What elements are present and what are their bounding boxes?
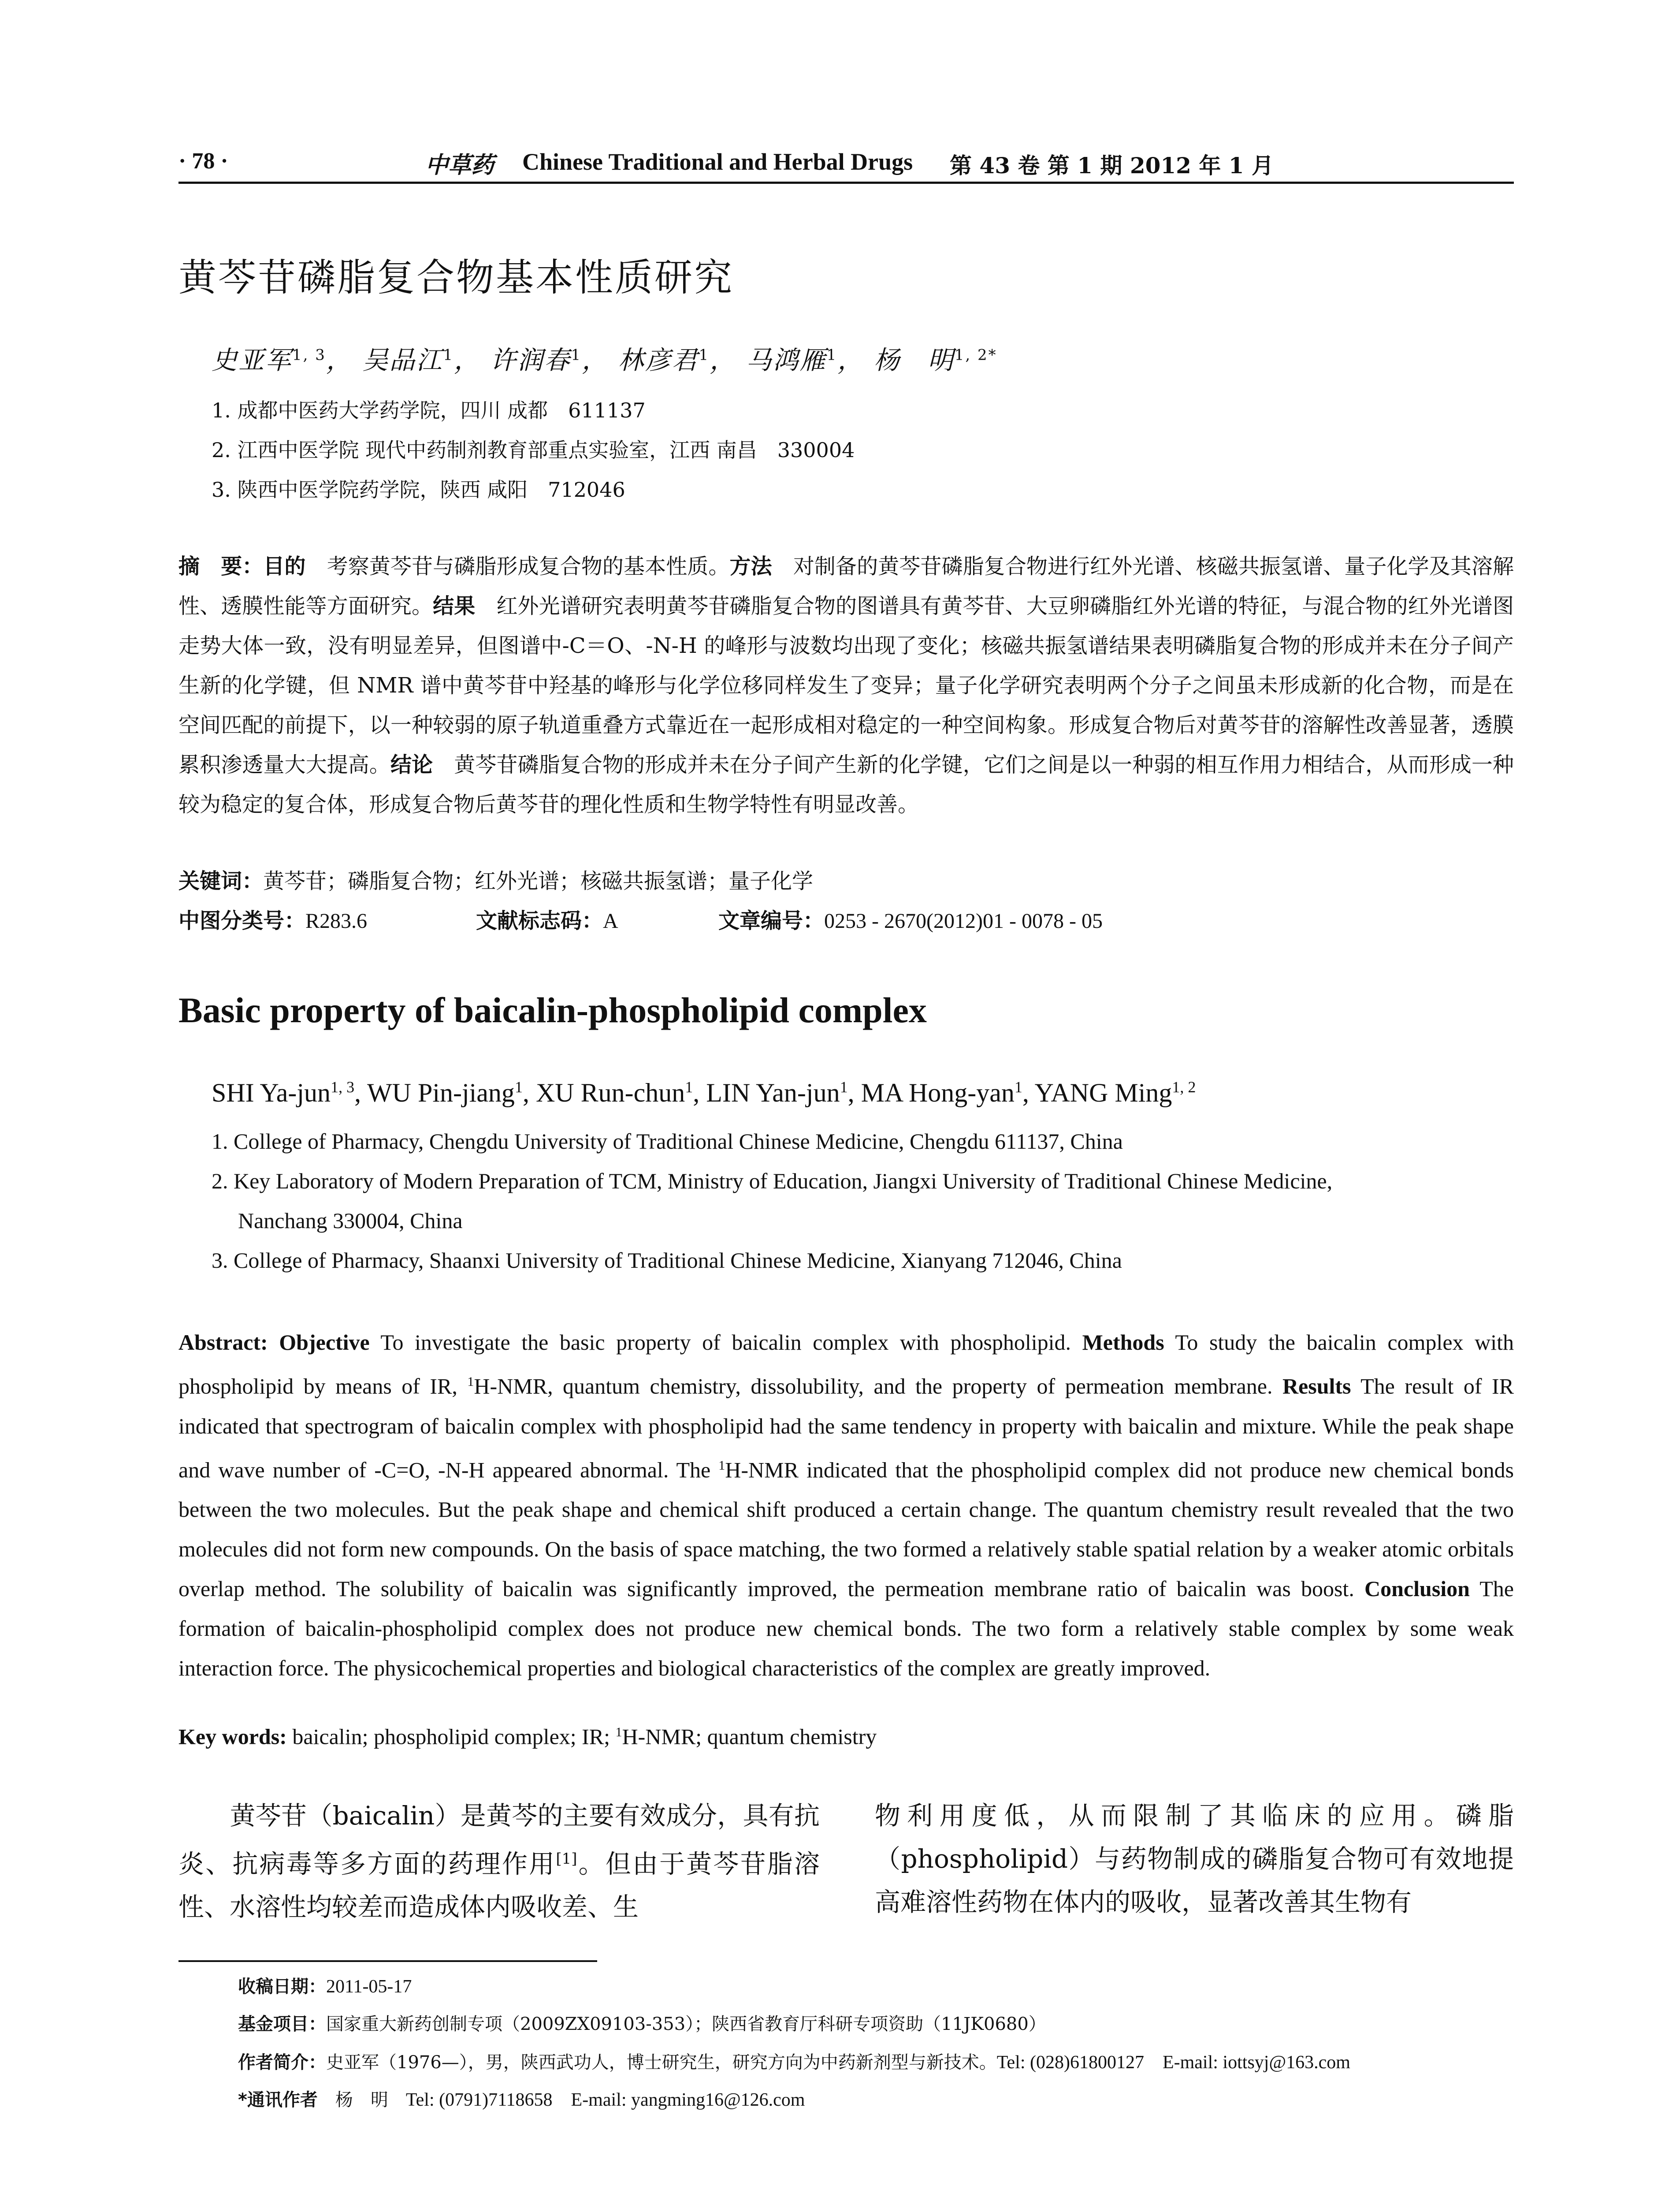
body-text: 黄芩苷（baicalin）是黄芩的主要有效成分，具有抗炎、抗病毒等多方面的药理作用: [178, 1801, 820, 1879]
corresponding-contact: Tel: (0791)7118658 E-mail: yangming16@126.com: [405, 2090, 805, 2110]
doc-code-value: A: [603, 909, 618, 933]
clc-value: R283.6: [305, 909, 368, 933]
en-author-line: SHI Ya-jun$^{1, 3}$, WU Pin-jiang$^1$, XU Run-chun$^1$, LIN Yan-jun$^1$, MA Hong-yan$^1$, YANG Ming$^{1, 2}$: [212, 1078, 1196, 1107]
en-affiliation: 3. College of Pharmacy, Shaanxi University of Traditional Chinese Medicine, Xianyang 712046, China: [212, 1248, 1122, 1273]
author-label: 作者简介：: [238, 2052, 326, 2073]
cn-results-text: 红外光谱研究表明黄芩苷磷脂复合物的图谱具有黄芩苷、大豆卵磷脂红外光谱的特征，与混合物的红外光谱图走势大体一致，没有明显差异，但图谱中-C＝O、-N-H 的峰形与波数均出现了变化；核磁共振氢谱结果表明磷脂复合物的形成并未在分子间产生新的化学键，但 NMR 谱中黄芩苷中羟基的峰形与化学位移同样发生了变异；量子化学研究表明两个分子之间虽未形成新的化合物，而是在空间匹配的前提下，以一种较弱的原子轨道重叠方式靠近在一起形成相对稳定的一种空间构象。形成复合物后对黄芩苷的溶解性改善显著，透膜累积渗透量大大提高。: [178, 594, 1514, 777]
body-text: 。但由于黄芩苷脂溶性、水溶性均较差而造成体内吸收差、生: [178, 1849, 820, 1922]
cn-classification: [178, 904, 367, 934]
en-affiliation: 2. Key Laboratory of Modern Preparation of TCM, Ministry of Education, Jiangxi University of Traditional Chinese Medicine,: [212, 1169, 1333, 1193]
footnote-rule: [178, 1960, 597, 1962]
fund-text: 国家重大新药创制专项（2009ZX09103-353）；陕西省教育厅科研专项资助（11JK0680）: [326, 2014, 1046, 2034]
corresponding-label: *通讯作者: [238, 2090, 318, 2110]
en-methods-text: H-NMR, quantum chemistry, dissolubility, and the property of permeation membrane.: [474, 1374, 1282, 1399]
en-conclusion-text: The formation of baicalin-phospholipid complex does not produce new chemical bonds. The two form a relatively stable complex by some weak interaction force. The physicochemical properties and biological characteristics of the complex are greatly improved.: [178, 1576, 1514, 1681]
superscript: 1: [718, 1458, 725, 1473]
cn-objective-label: 目的: [263, 554, 306, 579]
cn-results-label: 结果: [433, 594, 476, 618]
cn-author: 林彦君: [618, 345, 699, 375]
en-affiliation: Nanchang 330004, China: [238, 1208, 463, 1233]
superscript: 1: [467, 1374, 474, 1389]
cn-affiliation: 2. 江西中医学院 现代中药制剂教育部重点实验室，江西 南昌 330004: [212, 438, 855, 462]
cn-author: 杨 明: [873, 345, 955, 375]
en-abstract: [178, 1322, 1514, 1688]
en-keywords: [178, 1713, 1514, 1757]
journal-name-en: Chinese Traditional and Herbal Drugs: [522, 149, 913, 175]
page-number: · 78 ·: [178, 149, 228, 174]
cn-affiliation: 3. 陕西中医学院药学院，陕西 咸阳 712046: [212, 478, 625, 502]
cn-author: 吴品江: [362, 345, 443, 375]
en-author-sup: 1: [514, 1078, 523, 1096]
footnote-fund: [238, 2010, 1046, 2035]
en-methods-label: Methods: [1082, 1330, 1164, 1355]
cn-author-sup: 1, 3: [292, 346, 326, 364]
cn-keywords-label: 关键词：: [178, 869, 264, 894]
article-number: [718, 904, 1103, 934]
en-objective-label: Abstract: Objective: [178, 1330, 370, 1355]
clc-label: 中图分类号：: [178, 908, 306, 933]
cn-conclusion-label: 结论: [390, 752, 433, 777]
footnote-received: [238, 1973, 412, 1998]
en-author-sup: 1, 3: [331, 1078, 355, 1096]
body-text: 物利用度低，从而限制了其临床的应用。磷脂（phospholipid）与药物制成的磷脂复合物可有效地提高难溶性药物在体内的吸收，显著改善其生物有: [875, 1801, 1514, 1917]
journal-name-cn: 中草药: [425, 152, 494, 179]
cn-author-line: 史亚军$^{1, 3}$， 吴品江$^1$， 许润春$^1$， 林彦君$^1$， 马鸿雁$^1$， 杨 明$^{1, 2*}$: [212, 345, 997, 375]
header-rule: [178, 182, 1514, 184]
en-author-sup: 1: [1014, 1078, 1022, 1096]
cn-conclusion-text: 黄芩苷磷脂复合物的形成并未在分子间产生新的化学键，它们之间是以一种弱的相互作用力相结合，从而形成一种较为稳定的复合体，形成复合物后黄芩苷的理化性质和生物学特性有明显改善。: [178, 752, 1514, 817]
en-author: MA Hong-yan: [861, 1078, 1015, 1107]
cn-keywords: [178, 864, 813, 894]
body-column-right: [875, 1794, 1514, 1924]
received-label: 收稿日期：: [238, 1977, 326, 1997]
en-results-text: H-NMR indicated that the phospholipid complex did not produce new chemical bonds between the two molecules. But the peak shape and chemical shift produced a certain change. The quantum chemistry result revealed that the two molecules did not form new compounds. On the basis of space matching, the two formed a relatively stable spatial relation by a weaker atomic orbitals overlap method. The solubility of baicalin was significantly improved, the permeation membrane ratio of baicalin was boost.: [178, 1457, 1514, 1601]
en-methods-text: To study the baicalin complex with phospholipid by means of IR,: [178, 1330, 1514, 1399]
cn-author: 马鸿雁: [746, 345, 827, 375]
cn-abstract-label: 摘 要：: [178, 554, 264, 579]
en-objective-text: To investigate the basic property of baicalin complex with phospholipid.: [369, 1330, 1082, 1355]
cn-author-sup: 1: [699, 346, 710, 364]
en-keywords-label: Key words:: [178, 1724, 287, 1749]
corresponding-name: 杨 明: [317, 2090, 406, 2110]
fund-label: 基金项目：: [238, 2014, 326, 2034]
en-author: WU Pin-jiang: [367, 1078, 515, 1107]
en-author: XU Run-chun: [535, 1078, 685, 1107]
en-author: YANG Ming: [1034, 1078, 1172, 1107]
article-number-value: 0253 - 2670(2012)01 - 0078 - 05: [824, 909, 1103, 933]
doc-code: [476, 904, 618, 934]
footnote-corresponding: [238, 2085, 805, 2111]
cn-affiliation: 1. 成都中医药大学药学院，四川 成都 611137: [212, 398, 646, 422]
received-date: 2011-05-17: [326, 1977, 412, 1997]
en-conclusion-label: Conclusion: [1364, 1576, 1470, 1601]
cn-author-sup: 1: [826, 346, 838, 364]
en-results-label: Results: [1282, 1374, 1351, 1399]
superscript: 1: [615, 1725, 622, 1739]
citation: [1]: [556, 1850, 577, 1868]
en-author: SHI Ya-jun: [212, 1078, 331, 1107]
doc-code-label: 文献标志码：: [476, 908, 603, 933]
en-author: LIN Yan-jun: [706, 1078, 840, 1107]
cn-author-sup: 1: [571, 346, 582, 364]
cn-methods-label: 方法: [729, 554, 772, 579]
en-affiliation: 1. College of Pharmacy, Chengdu University of Traditional Chinese Medicine, Chengdu 611137, China: [212, 1129, 1123, 1154]
en-results-text: The result of IR indicated that spectrogram of baicalin complex with phospholipid had the same tendency in property with baicalin and mixture. While the peak shape and wave number of -C=O, -N-H appeared abnormal. The: [178, 1374, 1514, 1482]
cn-methods-text: 对制备的黄芩苷磷脂复合物进行红外光谱、核磁共振氢谱、量子化学及其溶解性、透膜性能等方面研究。: [178, 554, 1514, 618]
cn-objective-text: 考察黄芩苷与磷脂形成复合物的基本性质。: [305, 554, 730, 579]
en-title: Basic property of baicalin-phospholipid complex: [178, 990, 927, 1030]
cn-abstract: [178, 547, 1514, 824]
article-number-label: 文章编号：: [718, 908, 825, 933]
author-contact: Tel: (028)61800127 E-mail: iottsyj@163.com: [996, 2052, 1350, 2073]
en-keywords-text: baicalin; phospholipid complex; IR;: [286, 1724, 616, 1749]
cn-title: 黄芩苷磷脂复合物基本性质研究: [178, 256, 734, 300]
cn-author: 许润春: [490, 345, 571, 375]
cn-author-sup: 1, 2*: [954, 346, 997, 364]
en-keywords-text: H-NMR; quantum chemistry: [622, 1724, 877, 1749]
author-bio: 史亚军（1976—），男，陕西武功人，博士研究生，研究方向为中药新剂型与新技术。: [326, 2052, 997, 2073]
volume-issue: 第 43 卷 第 1 期 2012 年 1 月: [950, 153, 1274, 179]
running-header: [178, 145, 1514, 185]
en-author-sup: 1: [685, 1078, 693, 1096]
en-author-sup: 1: [840, 1078, 848, 1096]
body-column-left: [178, 1794, 820, 1928]
cn-author: 史亚军: [212, 345, 293, 375]
cn-author-sup: 1: [443, 346, 454, 364]
footnote-author: [238, 2048, 1350, 2074]
cn-keywords-text: 黄芩苷；磷脂复合物；红外光谱；核磁共振氢谱；量子化学: [263, 869, 814, 894]
en-author-sup: 1, 2: [1172, 1078, 1196, 1096]
